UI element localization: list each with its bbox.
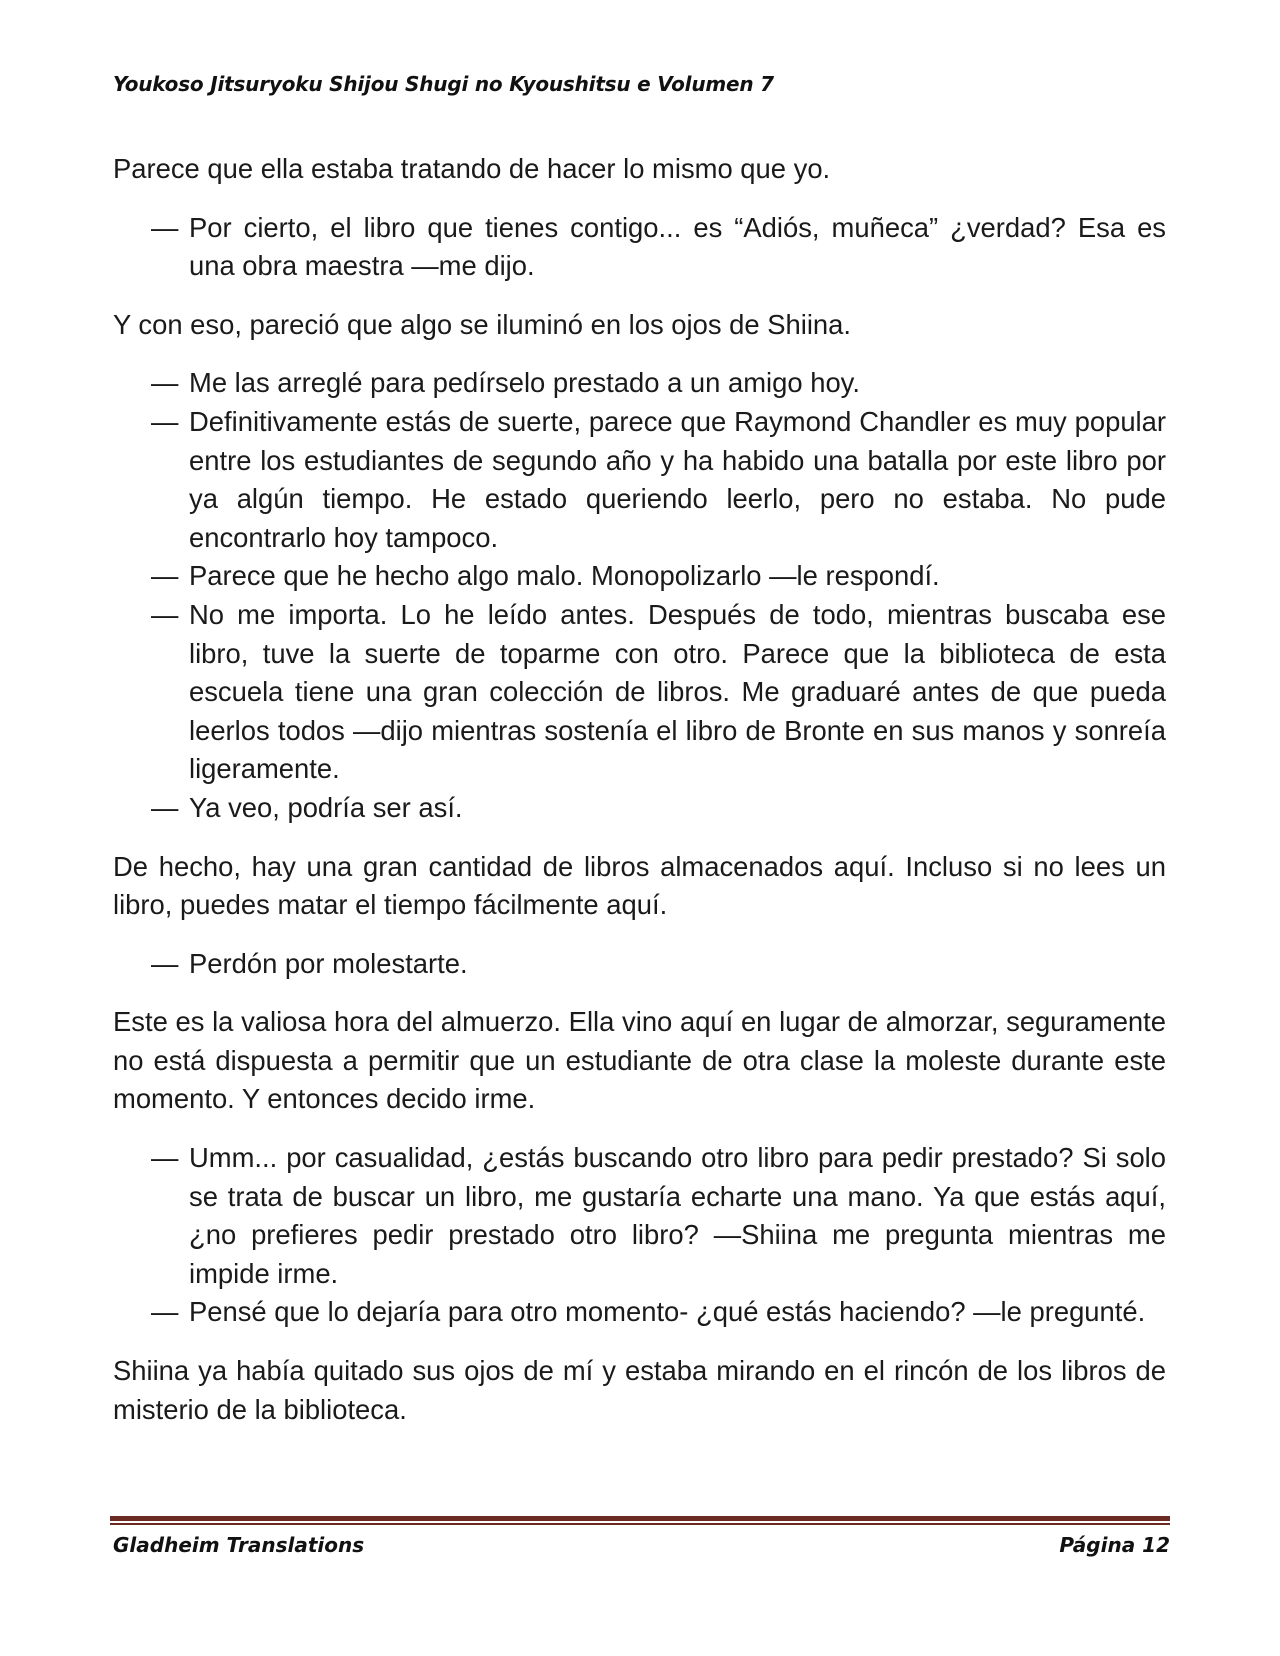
dialogue-text: Por cierto, el libro que tienes contigo... es “Adiós, muñeca” ¿verdad? Esa es una obra maestra —me dijo. [189,211,1166,282]
dialogue-dash: — [151,211,179,243]
dialogue-text: Pensé que lo dejaría para otro momento- ¿qué estás haciendo? —le pregunté. [189,1296,1146,1328]
dialogue-line [113,557,1166,596]
footer-rule [110,1516,1170,1521]
dialogue-dash: — [151,947,179,979]
dialogue-block [113,209,1166,286]
paragraph: Este es la valiosa hora del almuerzo. Ella vino aquí en lugar de almorzar, seguramente no está dispuesta a permitir que un estudiante de otra clase la moleste durante este momento. Y entonces decido irme. [113,1006,1166,1115]
dialogue-line [113,209,1166,286]
dialogue-dash: — [151,405,179,437]
dialogue-dash: — [151,791,179,823]
running-header: Youkoso Jitsuryoku Shijou Shugi no Kyoushitsu e Volumen 7 [113,72,774,96]
dialogue-block [113,945,1166,984]
dialogue-text: Parece que he hecho algo malo. Monopolizarlo —le respondí. [189,560,940,592]
dialogue-text: Perdón por molestarte. [189,947,468,979]
dialogue-dash: — [151,560,179,592]
paragraph: Parece que ella estaba tratando de hacer lo mismo que yo. [113,153,831,184]
dialogue-line [113,596,1166,789]
paragraph: Y con eso, pareció que algo se iluminó en los ojos de Shiina. [113,308,851,340]
dialogue-block [113,364,1166,827]
dialogue-line [113,364,1166,403]
dialogue-text: No me importa. Lo he leído antes. Después de todo, mientras buscaba ese libro, tuve la suerte de toparme con otro. Parece que la biblioteca de esta escuela tiene una gran colección de libros. Me graduaré antes de que pueda leerlos todos —dijo mientras sostenía el libro de Bronte en sus manos y sonreía ligeramente. [189,598,1166,785]
dialogue-text: Me las arreglé para pedírselo prestado a un amigo hoy. [189,367,860,399]
dialogue-text: Umm... por casualidad, ¿estás buscando otro libro para pedir prestado? Si solo se trata de buscar un libro, me gustaría echarte una mano. Ya que estás aquí, ¿no prefieres pedir prestado otro libro? —Shiina me pregunta mientras me impide irme. [189,1142,1166,1289]
paragraph: Shiina ya había quitado sus ojos de mí y estaba mirando en el rincón de los libros de misterio de la biblioteca. [113,1355,1166,1425]
dialogue-dash: — [151,367,179,399]
dialogue-text: Ya veo, podría ser así. [189,791,463,823]
page-body [113,150,1166,1429]
dialogue-line [113,1293,1166,1332]
dialogue-line [113,1139,1166,1293]
page-number: Página 12 [1059,1533,1170,1557]
dialogue-text: Definitivamente estás de suerte, parece que Raymond Chandler es muy popular entre los estudiantes de segundo año y ha habido una batalla por este libro por ya algún tiempo. He estado queriendo leerlo, pero no estaba. No pude encontrarlo hoy tampoco. [189,405,1166,553]
dialogue-line [113,945,1166,984]
dialogue-dash: — [151,1142,179,1174]
footer-publisher: Gladheim Translations [113,1533,365,1557]
dialogue-block [113,1139,1166,1332]
footer-rule-thin [110,1523,1170,1525]
dialogue-dash: — [151,598,179,630]
paragraph: De hecho, hay una gran cantidad de libros almacenados aquí. Incluso si no lees un libro, puedes matar el tiempo fácilmente aquí. [113,850,1166,921]
dialogue-dash: — [151,1296,179,1328]
dialogue-line [113,403,1166,557]
dialogue-line [113,789,1166,828]
